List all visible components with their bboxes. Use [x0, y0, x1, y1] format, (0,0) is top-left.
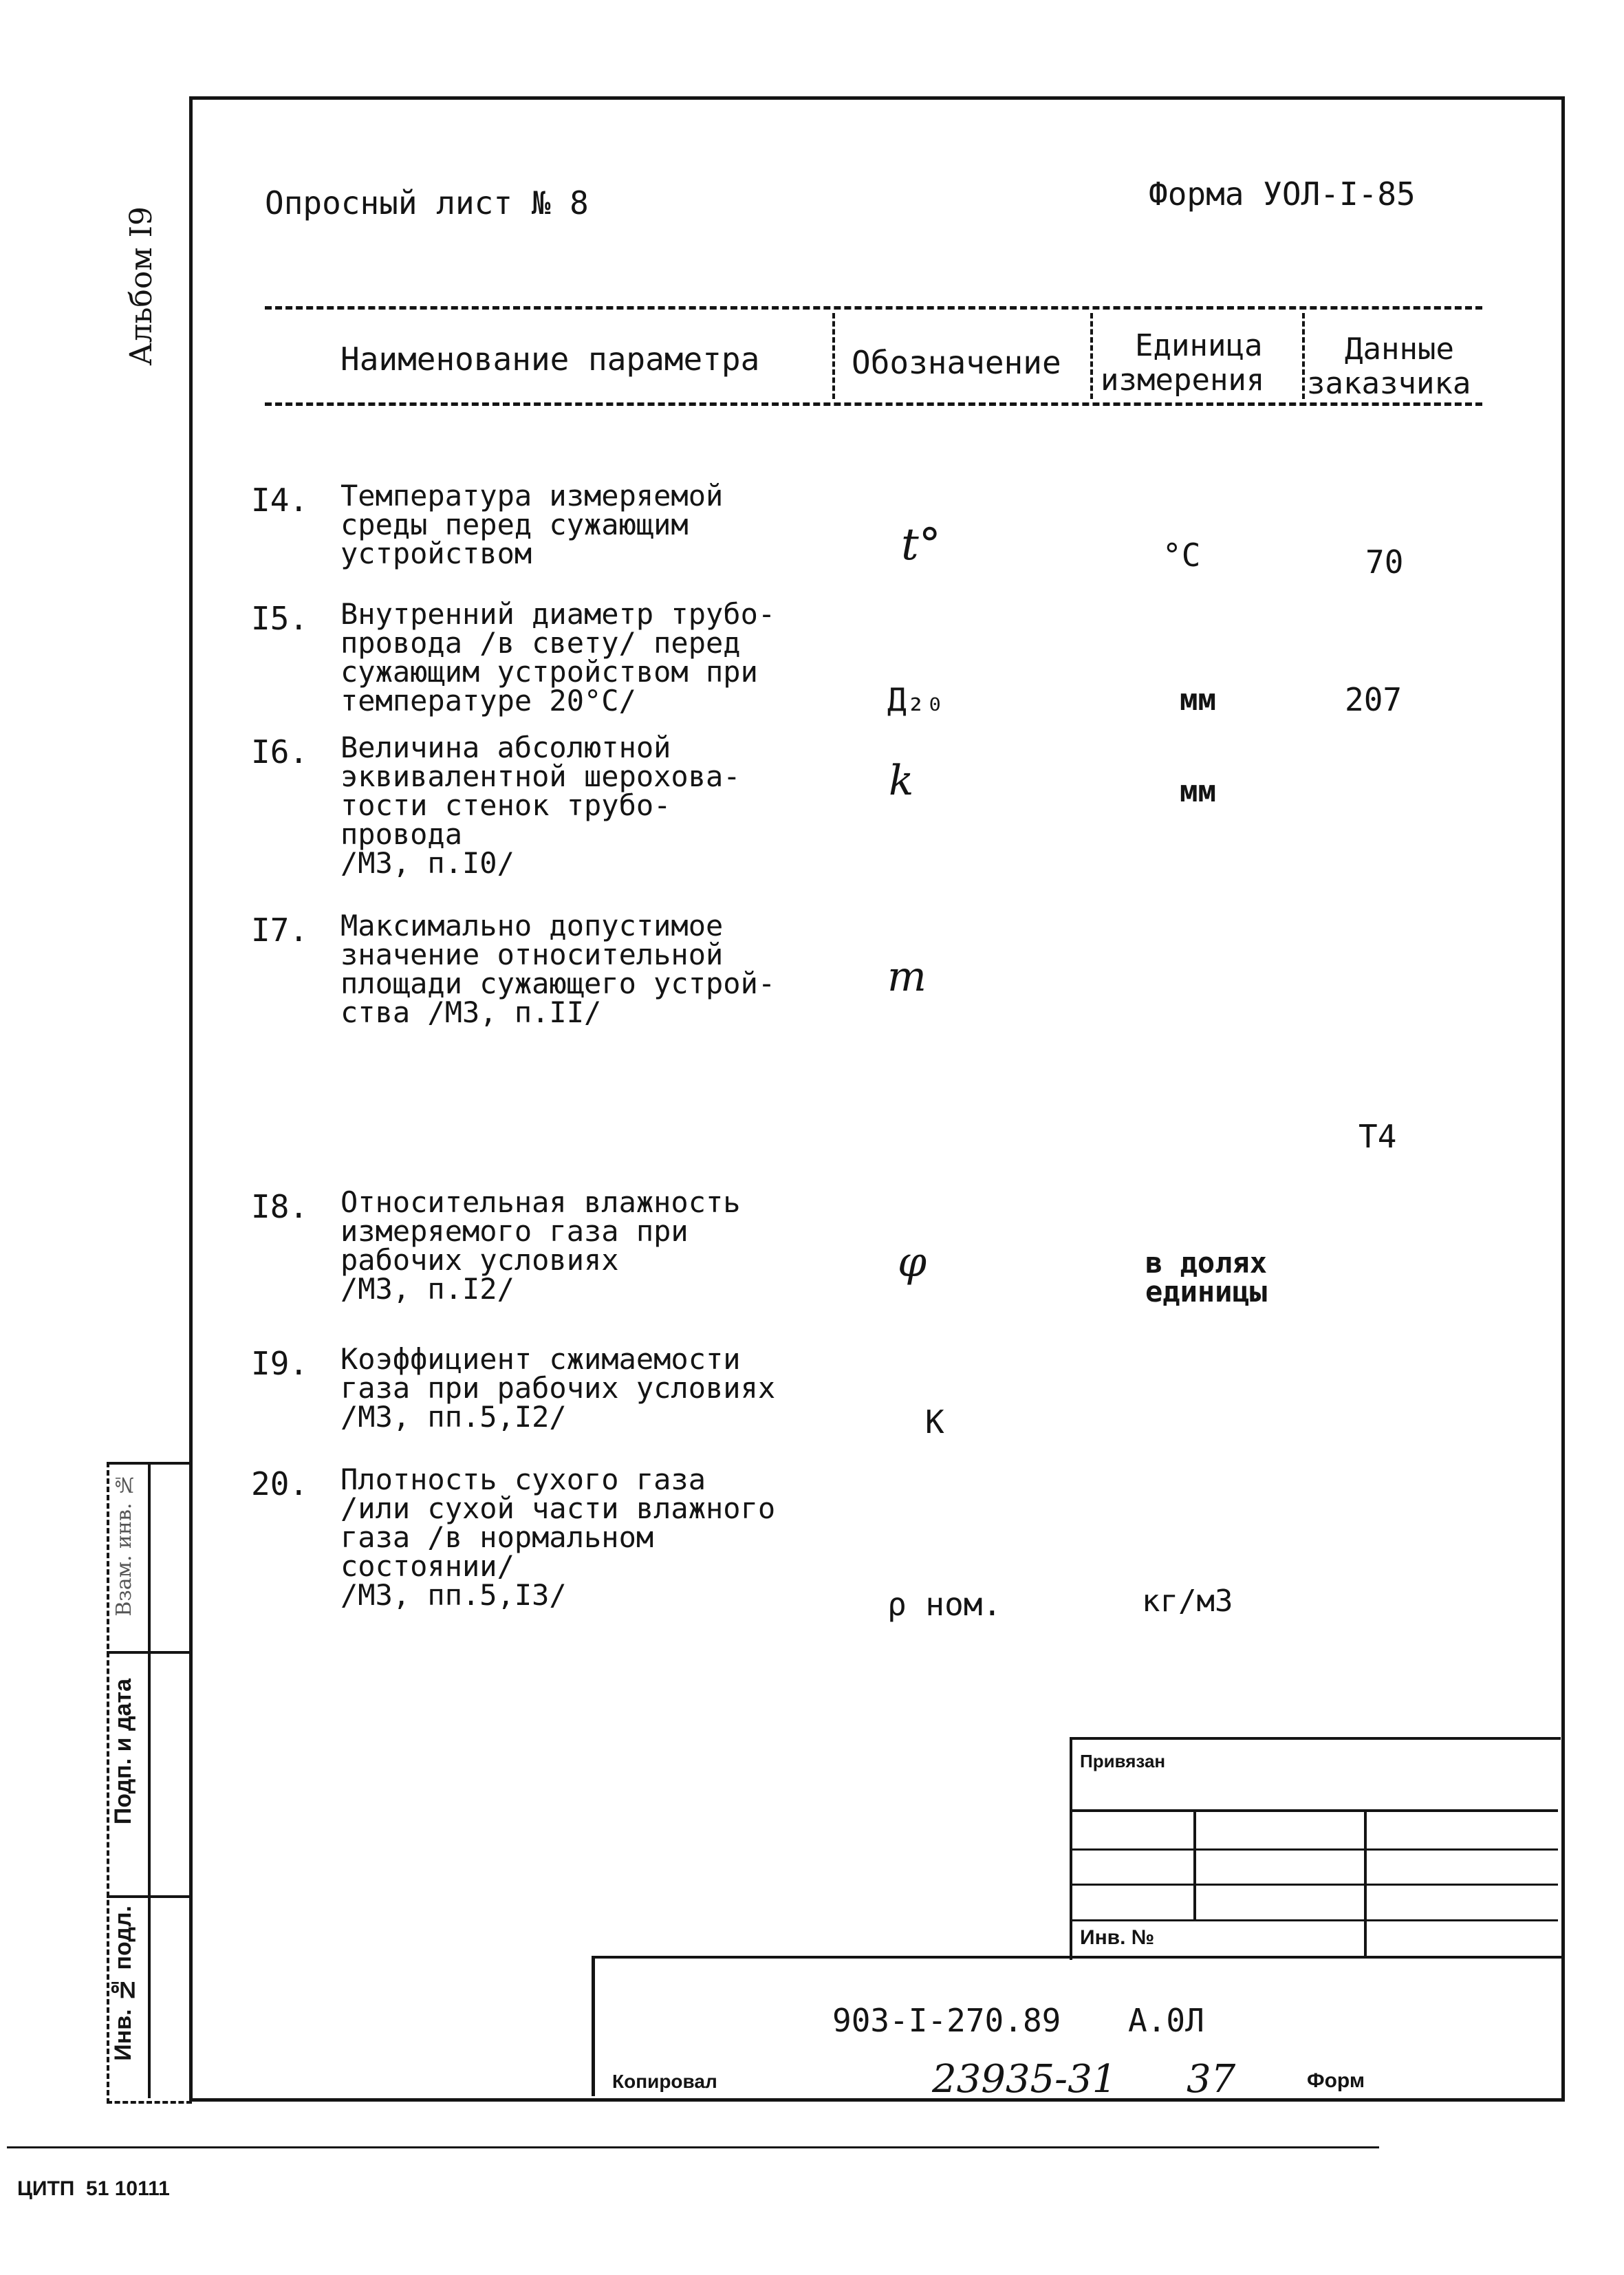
col-designation-header: Обозначение [852, 344, 1061, 381]
side-strip-sep-1 [107, 1651, 189, 1654]
sheet-code: А.0Л [1128, 2002, 1204, 2039]
param-symbol: t° [901, 519, 941, 570]
stamp-col-1 [1193, 1809, 1196, 1919]
param-value: 70 [1365, 543, 1404, 581]
stamp-row-1 [1070, 1809, 1558, 1812]
param-name: Величина абсолютной эквивалентной шерохова- тости стенок трубо- провода /М3, п.I0/ [340, 731, 741, 880]
param-symbol: ρ ном. [887, 1586, 1002, 1623]
header-sep-1 [832, 313, 835, 399]
param-number: I5. [251, 600, 309, 637]
col-name-header: Наименование параметра [340, 341, 760, 378]
param-unit: мм [1180, 682, 1216, 718]
col-data-header-1: Данные [1345, 332, 1454, 367]
param-symbol: Д₂₀ [887, 681, 945, 718]
param-number: I9. [251, 1345, 309, 1382]
param-value: 207 [1345, 681, 1403, 718]
param-number: I6. [251, 733, 309, 770]
questionnaire-title: Опросный лист № 8 [265, 184, 589, 222]
param-unit: °С [1162, 537, 1201, 574]
col-data-header-2: заказчика [1307, 366, 1471, 401]
bottom-rule [7, 2146, 1379, 2148]
stamp-row-2 [1070, 1848, 1558, 1851]
side-inv-label: Инв. № подл. [110, 1906, 136, 2061]
col-unit-header-1: Единица [1135, 328, 1263, 363]
param-unit: мм [1180, 774, 1216, 809]
param-number: I4. [251, 482, 309, 519]
form-code: Форма УОЛ-I-85 [1149, 175, 1416, 213]
page-number: 37 [1187, 2057, 1236, 2102]
side-strip-sep-2 [107, 1895, 189, 1898]
param-symbol: m [887, 953, 927, 1001]
param-name: Внутренний диаметр трубо- провода /в свету/ перед сужающим устройством при температуре 20°С/ [340, 597, 776, 718]
param-name: Максимально допустимое значение относительной площади сужающего устрой- ства /М3, п.II/ [340, 909, 776, 1029]
side-podp-label: Подп. и дата [110, 1679, 136, 1825]
stamp-privyazan-label: Привязан [1080, 1751, 1166, 1771]
param-symbol: k [889, 757, 914, 805]
stamp-col-2 [1364, 1809, 1367, 1957]
param-name: Относительная влажность измеряемого газа при рабочих условиях /М3, п.I2/ [340, 1185, 741, 1306]
param-name: Температура измеряемой среды перед сужающим устройством [340, 479, 724, 570]
param-symbol: К [925, 1403, 944, 1441]
side-vzam-label: Взам. инв. № [112, 1472, 136, 1617]
col-unit-header-2: измерения [1101, 363, 1265, 398]
copied-label: Копировал [612, 2071, 717, 2092]
param-name: Плотность сухого газа /или сухой части влажного газа /в нормальном состоянии/ /М3, пп.5,I3/ [340, 1463, 776, 1612]
copy-number: 23935-31 [932, 2057, 1117, 2102]
stamp-inv-label: Инв. № [1080, 1926, 1155, 1949]
header-sep-3 [1302, 313, 1305, 399]
print-code: ЦИТП 51 10111 [17, 2177, 170, 2200]
format-label: Форм [1307, 2069, 1365, 2092]
param-number: I7. [251, 912, 309, 949]
stamp-row-4 [1070, 1919, 1558, 1921]
side-strip-divider [148, 1462, 151, 2098]
param-unit: в долях единицы [1145, 1246, 1268, 1308]
header-sep-2 [1090, 313, 1093, 399]
album-label: Альбом I9 [124, 206, 159, 366]
stamp-row-3 [1070, 1884, 1558, 1886]
param-number: 20. [251, 1465, 309, 1502]
param-name: Коэффициент сжимаемости газа при рабочих условиях /М3, пп.5,I2/ [340, 1342, 776, 1434]
doc-code: 903-I-270.89 [832, 2002, 1061, 2039]
param-value: Т4 [1358, 1118, 1397, 1155]
header-line-top [265, 306, 1482, 310]
header-line-bottom [265, 402, 1482, 406]
param-unit: кг/м3 [1142, 1584, 1233, 1619]
param-symbol: φ [898, 1238, 927, 1286]
param-number: I8. [251, 1188, 309, 1225]
